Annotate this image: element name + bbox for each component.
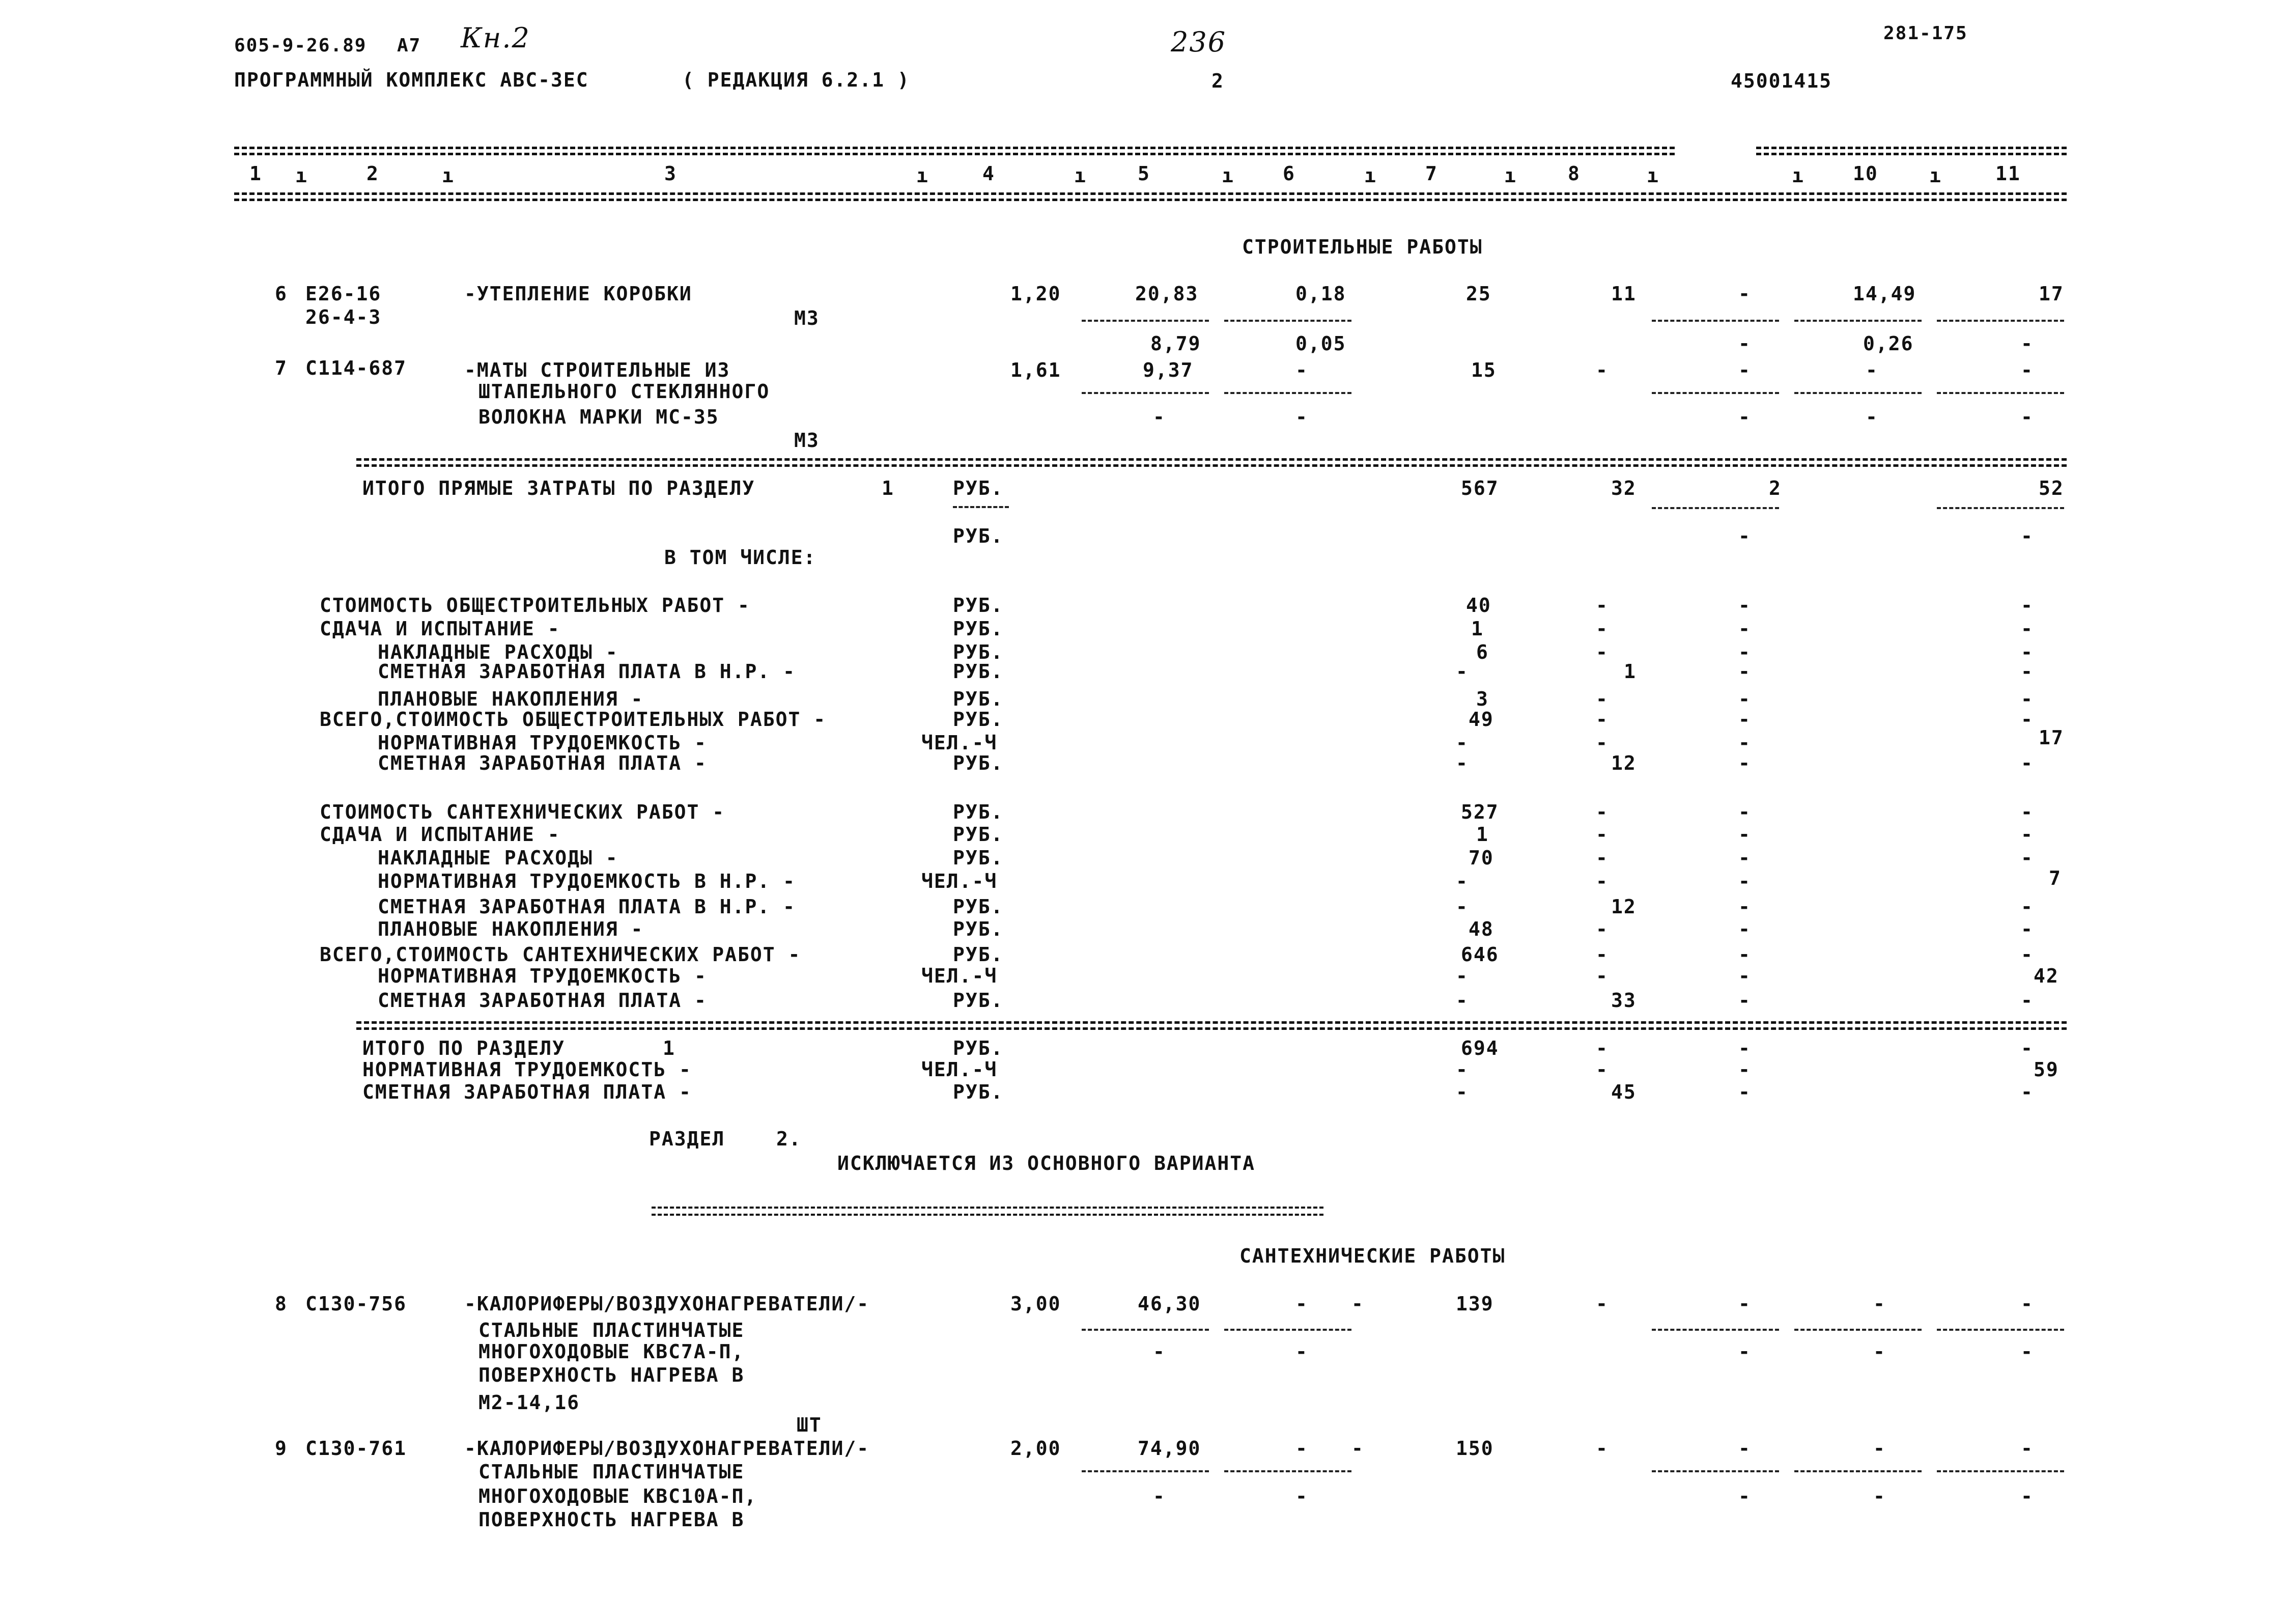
row-name: -КАЛОРИФЕРЫ/ВОЗДУХОНАГРЕВАТЕЛИ/- [464,1437,870,1460]
row-c6b: - [1295,406,1308,428]
totals-direct-c11: 52 [2039,477,2064,499]
row-c8: - [1596,618,1609,640]
row-qty: 1,61 [1010,359,1061,381]
row-label: ИТОГО ПО РАЗДЕЛУ [362,1037,566,1059]
including-label: В ТОМ ЧИСЛЕ: [664,546,816,569]
row-c11b: - [2021,1340,2034,1363]
row-qty: 2,00 [1010,1437,1061,1460]
row-label: СДАЧА И ИСПЫТАНИЕ - [320,618,560,640]
row-name-3: МНОГОХОДОВЫЕ КВС10А-П, [478,1485,757,1507]
row-c6a: - [1295,359,1308,381]
col-6: 6 [1283,162,1295,185]
row-name: -УТЕПЛЕНИЕ КОРОБКИ [464,283,692,305]
row-c10b: - [1873,1485,1886,1507]
row-name: -МАТЫ СТРОИТЕЛЬНЫЕ ИЗ [464,359,730,381]
row-c7: 1 [1476,823,1489,846]
row-c10a: 14,49 [1853,283,1916,305]
row-c9: - [1738,870,1751,892]
row-num: 6 [275,283,288,305]
row-c9: - [1738,943,1751,966]
row-unit: ЧЕЛ.-Ч [921,870,998,892]
row-c6b: - [1295,1340,1308,1363]
row-c8: - [1596,732,1609,754]
row-c11: - [2021,660,2034,683]
row-name-4: ПОВЕРХНОСТЬ НАГРЕВА В [478,1364,745,1386]
header-rule-top-right [1756,147,2067,149]
row-c8: - [1596,943,1609,966]
row-c9: - [1738,752,1751,774]
row-code-2: 26-4-3 [305,306,382,328]
row-c7: 139 [1456,1293,1494,1315]
row-c7: - [1456,965,1469,987]
row-c9: - [1738,989,1751,1012]
row-c10a: - [1873,1437,1886,1460]
section-rule [356,458,2067,461]
row-c11b: - [2021,332,2034,355]
row-c9: - [1738,708,1751,731]
row-c8: - [1596,918,1609,940]
row-c9: - [1738,283,1751,305]
row-c11: 59 [2034,1058,2059,1081]
row-c11: - [2021,618,2034,640]
section-rule-2 [356,464,2067,467]
row-c11: 7 [2049,867,2062,889]
row-c9: - [1738,1293,1751,1315]
header-rule-bottom [234,192,2067,195]
row-unit: РУБ. [953,618,1004,640]
row-c8: - [1596,1037,1609,1059]
sheet-number: 281-175 [1883,23,1968,44]
row-unit: ЧЕЛ.-Ч [921,732,998,754]
row-c9: - [1738,618,1751,640]
row-c7: 694 [1461,1037,1499,1059]
row-c8: - [1596,641,1609,663]
header-rule-top [234,147,1675,149]
row-code: С130-756 [305,1293,407,1315]
row-c11: - [2021,708,2034,731]
page-label: 2 [1211,70,1224,92]
col-10: 10 [1853,162,1878,185]
section-title-sanitary: САНТЕХНИЧЕСКИЕ РАБОТЫ [1239,1245,1506,1267]
row-name-5: М2-14,16 [478,1391,580,1414]
row-label: ПЛАНОВЫЕ НАКОПЛЕНИЯ - [378,688,644,710]
row-label: НАКЛАДНЫЕ РАСХОДЫ - [378,641,618,663]
row-unit: РУБ. [953,989,1004,1012]
row-unit: РУБ. [953,943,1004,966]
totals-direct-c8: 32 [1611,477,1637,499]
row-c8: - [1596,1293,1609,1315]
row-c11: 17 [2039,283,2064,305]
row-c7: - [1456,895,1469,918]
row-c7: 150 [1456,1437,1494,1460]
row-c5b: - [1153,406,1166,428]
row-c7: - [1456,660,1469,683]
row-c11: - [2021,359,2034,381]
row-c9b: - [1738,1340,1751,1363]
row-label: ПЛАНОВЫЕ НАКОПЛЕНИЯ - [378,918,644,940]
row-name-2: СТАЛЬНЫЕ ПЛАСТИНЧАТЫЕ [478,1461,745,1483]
row-num: 8 [275,1293,288,1315]
row-label: НОРМАТИВНАЯ ТРУДОЕМКОСТЬ В Н.Р. - [378,870,796,892]
row-qty: 3,00 [1010,1293,1061,1315]
program-name: ПРОГРАММНЫЙ КОМПЛЕКС АВС-3ЕС [234,69,589,91]
row-c8: 33 [1611,989,1637,1012]
row-code: С114-687 [305,357,407,379]
row-c9: - [1738,594,1751,617]
row-unit: РУБ. [953,660,1004,683]
row-c6x: - [1351,1437,1364,1460]
row-c6x: - [1351,1293,1364,1315]
row-c5a: 20,83 [1135,283,1199,305]
totals-direct-label: ИТОГО ПРЯМЫЕ ЗАТРАТЫ ПО РАЗДЕЛУ [362,477,755,499]
totals-direct-c11b: - [2021,525,2034,547]
row-c9b: - [1738,1485,1751,1507]
row-label: ВСЕГО,СТОИМОСТЬ САНТЕХНИЧЕСКИХ РАБОТ - [320,943,801,966]
row-c11: - [2021,1293,2034,1315]
section-title-construction: СТРОИТЕЛЬНЫЕ РАБОТЫ [1242,236,1483,258]
section2-double-rule [652,1207,1323,1216]
row-c8: - [1596,594,1609,617]
totals-direct-unit-2: РУБ. [953,525,1004,547]
row-c8: - [1596,688,1609,710]
row-c10a: - [1873,1293,1886,1315]
row-c10b: - [1873,1340,1886,1363]
row-unit: РУБ. [953,823,1004,846]
row-c7: 1 [1471,618,1484,640]
row-c8: - [1596,708,1609,731]
row-c7: - [1456,1058,1469,1081]
row-c11: - [2021,895,2034,918]
totals-direct-c9: 2 [1769,477,1782,499]
row-unit: М3 [794,429,820,452]
row-c7: 40 [1466,594,1491,617]
row-c10a: - [1866,359,1878,381]
row-name-2: СТАЛЬНЫЕ ПЛАСТИНЧАТЫЕ [478,1319,745,1341]
col-5: 5 [1138,162,1150,185]
row-c8: - [1596,965,1609,987]
col-2: 2 [366,162,379,185]
row-c7: - [1456,732,1469,754]
row-c9: - [1738,965,1751,987]
row-c11: - [2021,688,2034,710]
row-c7: 6 [1476,641,1489,663]
row-label: НОРМАТИВНАЯ ТРУДОЕМКОСТЬ - [362,1058,692,1081]
row-label: СМЕТНАЯ ЗАРАБОТНАЯ ПЛАТА - [378,989,707,1012]
row-unit: ШТ [797,1414,822,1436]
row-c6a: - [1295,1293,1308,1315]
page-number-handwritten: 236 [1171,26,1227,58]
total-rule-2 [356,1027,2067,1030]
row-c11b: - [2021,1485,2034,1507]
row-section: 1 [663,1037,675,1059]
header-rule-bottom-2 [234,199,2067,201]
row-c9: - [1738,847,1751,869]
row-c11: - [2021,801,2034,823]
doc-code: 605-9-26.89 [234,35,367,56]
row-c9: - [1738,641,1751,663]
row-c6b: 0,05 [1295,332,1346,355]
row-c9: - [1738,823,1751,846]
row-c7: 3 [1476,688,1489,710]
row-c9: - [1738,1081,1751,1103]
row-c5a: 74,90 [1138,1437,1201,1460]
row-c9b: - [1738,406,1751,428]
row-num: 9 [275,1437,288,1460]
row-unit: М3 [794,307,820,329]
row-unit: РУБ. [953,801,1004,823]
row-c5a: 9,37 [1143,359,1194,381]
row-c8: 12 [1611,752,1637,774]
row-code: С130-761 [305,1437,407,1460]
row-c8: 12 [1611,895,1637,918]
row-unit: РУБ. [953,1081,1004,1103]
row-c11b: - [2021,406,2034,428]
row-c9: - [1738,1058,1751,1081]
row-unit: ЧЕЛ.-Ч [921,965,998,987]
section2-label: РАЗДЕЛ [649,1128,725,1150]
row-c8: - [1596,870,1609,892]
row-c7: 646 [1461,943,1499,966]
row-qty: 1,20 [1010,283,1061,305]
row-c11: - [2021,1081,2034,1103]
row-c11: - [2021,918,2034,940]
row-label: СМЕТНАЯ ЗАРАБОТНАЯ ПЛАТА - [378,752,707,774]
row-c9: - [1738,688,1751,710]
row-c11: - [2021,752,2034,774]
row-unit: РУБ. [953,847,1004,869]
row-label: СТОИМОСТЬ ОБЩЕСТРОИТЕЛЬНЫХ РАБОТ - [320,594,750,617]
row-c11: - [2021,641,2034,663]
totals-direct-unit: РУБ. [953,477,1004,499]
row-label: СМЕТНАЯ ЗАРАБОТНАЯ ПЛАТА В Н.Р. - [378,895,796,918]
row-c9: - [1738,660,1751,683]
section2-excluded: ИСКЛЮЧАЕТСЯ ИЗ ОСНОВНОГО ВАРИАНТА [837,1152,1255,1174]
row-unit: РУБ. [953,895,1004,918]
col-11: 11 [1995,162,2021,185]
row-c6b: - [1295,1485,1308,1507]
row-c7: 49 [1469,708,1494,731]
row-c8: - [1596,1058,1609,1081]
col-1: 1 [249,162,262,185]
row-c11: - [2021,1037,2034,1059]
row-c11: - [2021,594,2034,617]
row-unit: РУБ. [953,752,1004,774]
row-unit: РУБ. [953,641,1004,663]
book-handwritten: Кн.2 [461,22,530,54]
row-c9: - [1738,732,1751,754]
col-4: 4 [982,162,995,185]
row-c8: - [1596,359,1609,381]
row-c6a: - [1295,1437,1308,1460]
row-c11: 17 [2039,726,2064,749]
doc-format: A7 [397,35,421,56]
row-label: СТОИМОСТЬ САНТЕХНИЧЕСКИХ РАБОТ - [320,801,725,823]
row-code: Е26-16 [305,283,382,305]
row-c8: 11 [1611,283,1637,305]
row-c9: - [1738,895,1751,918]
row-c11: 42 [2034,965,2059,987]
row-c8: - [1596,801,1609,823]
col-7: 7 [1425,162,1438,185]
row-c5b: - [1153,1340,1166,1363]
row-c9: - [1738,801,1751,823]
totals-direct-section: 1 [882,477,894,499]
row-c8: - [1596,823,1609,846]
row-c8: - [1596,847,1609,869]
row-num: 7 [275,357,288,379]
row-name-3: ВОЛОКНА МАРКИ МС-35 [478,406,719,428]
row-c11: - [2021,1437,2034,1460]
row-c5b: - [1153,1485,1166,1507]
row-name-3: МНОГОХОДОВЫЕ КВС7А-П, [478,1340,745,1363]
row-c7: - [1456,1081,1469,1103]
row-c7: - [1456,752,1469,774]
row-label: СМЕТНАЯ ЗАРАБОТНАЯ ПЛАТА - [362,1081,692,1103]
row-c9b: - [1738,332,1751,355]
row-label: НОРМАТИВНАЯ ТРУДОЕМКОСТЬ - [378,732,707,754]
row-c9: - [1738,359,1751,381]
row-c8: 1 [1624,660,1637,683]
row-c11: - [2021,943,2034,966]
row-c8: 45 [1611,1081,1637,1103]
header-rule-top-2 [234,153,1675,155]
row-c9: - [1738,1437,1751,1460]
row-unit: РУБ. [953,1037,1004,1059]
totals-direct-c9b: - [1738,525,1751,547]
row-label: НАКЛАДНЫЕ РАСХОДЫ - [378,847,618,869]
row-c5a: 46,30 [1138,1293,1201,1315]
col-8: 8 [1568,162,1581,185]
row-name-2: ШТАПЕЛЬНОГО СТЕКЛЯННОГО [478,380,770,403]
row-c7: 527 [1461,801,1499,823]
row-c8: - [1596,1437,1609,1460]
row-c6a: 0,18 [1295,283,1346,305]
row-c10b: 0,26 [1863,332,1914,355]
row-c7: 25 [1466,283,1491,305]
row-c11: - [2021,823,2034,846]
program-edition: ( РЕДАКЦИЯ 6.2.1 ) [682,69,910,91]
row-unit: РУБ. [953,594,1004,617]
header-rule-top-right-2 [1756,153,2067,155]
row-c7: 15 [1471,359,1497,381]
doc-number: 45001415 [1731,70,1832,92]
row-name: -КАЛОРИФЕРЫ/ВОЗДУХОНАГРЕВАТЕЛИ/- [464,1293,870,1315]
total-rule [356,1021,2067,1024]
row-label: НОРМАТИВНАЯ ТРУДОЕМКОСТЬ - [378,965,707,987]
row-c7: 70 [1469,847,1494,869]
row-c9: - [1738,1037,1751,1059]
row-c11: - [2021,989,2034,1012]
row-c7: 48 [1469,918,1494,940]
row-label: СМЕТНАЯ ЗАРАБОТНАЯ ПЛАТА В Н.Р. - [378,660,796,683]
row-unit: РУБ. [953,708,1004,731]
row-unit: РУБ. [953,688,1004,710]
totals-direct-c7: 567 [1461,477,1499,499]
col-3: 3 [664,162,677,185]
row-label: ВСЕГО,СТОИМОСТЬ ОБЩЕСТРОИТЕЛЬНЫХ РАБОТ - [320,708,827,731]
row-c9: - [1738,918,1751,940]
row-c10b: - [1866,406,1878,428]
row-unit: ЧЕЛ.-Ч [921,1058,998,1081]
row-name-4: ПОВЕРХНОСТЬ НАГРЕВА В [478,1508,745,1531]
row-c5b: 8,79 [1150,332,1201,355]
section2-number: 2. [776,1128,802,1150]
row-label: СДАЧА И ИСПЫТАНИЕ - [320,823,560,846]
row-unit: РУБ. [953,918,1004,940]
row-c7: - [1456,989,1469,1012]
row-c7: - [1456,870,1469,892]
row-c11: - [2021,847,2034,869]
